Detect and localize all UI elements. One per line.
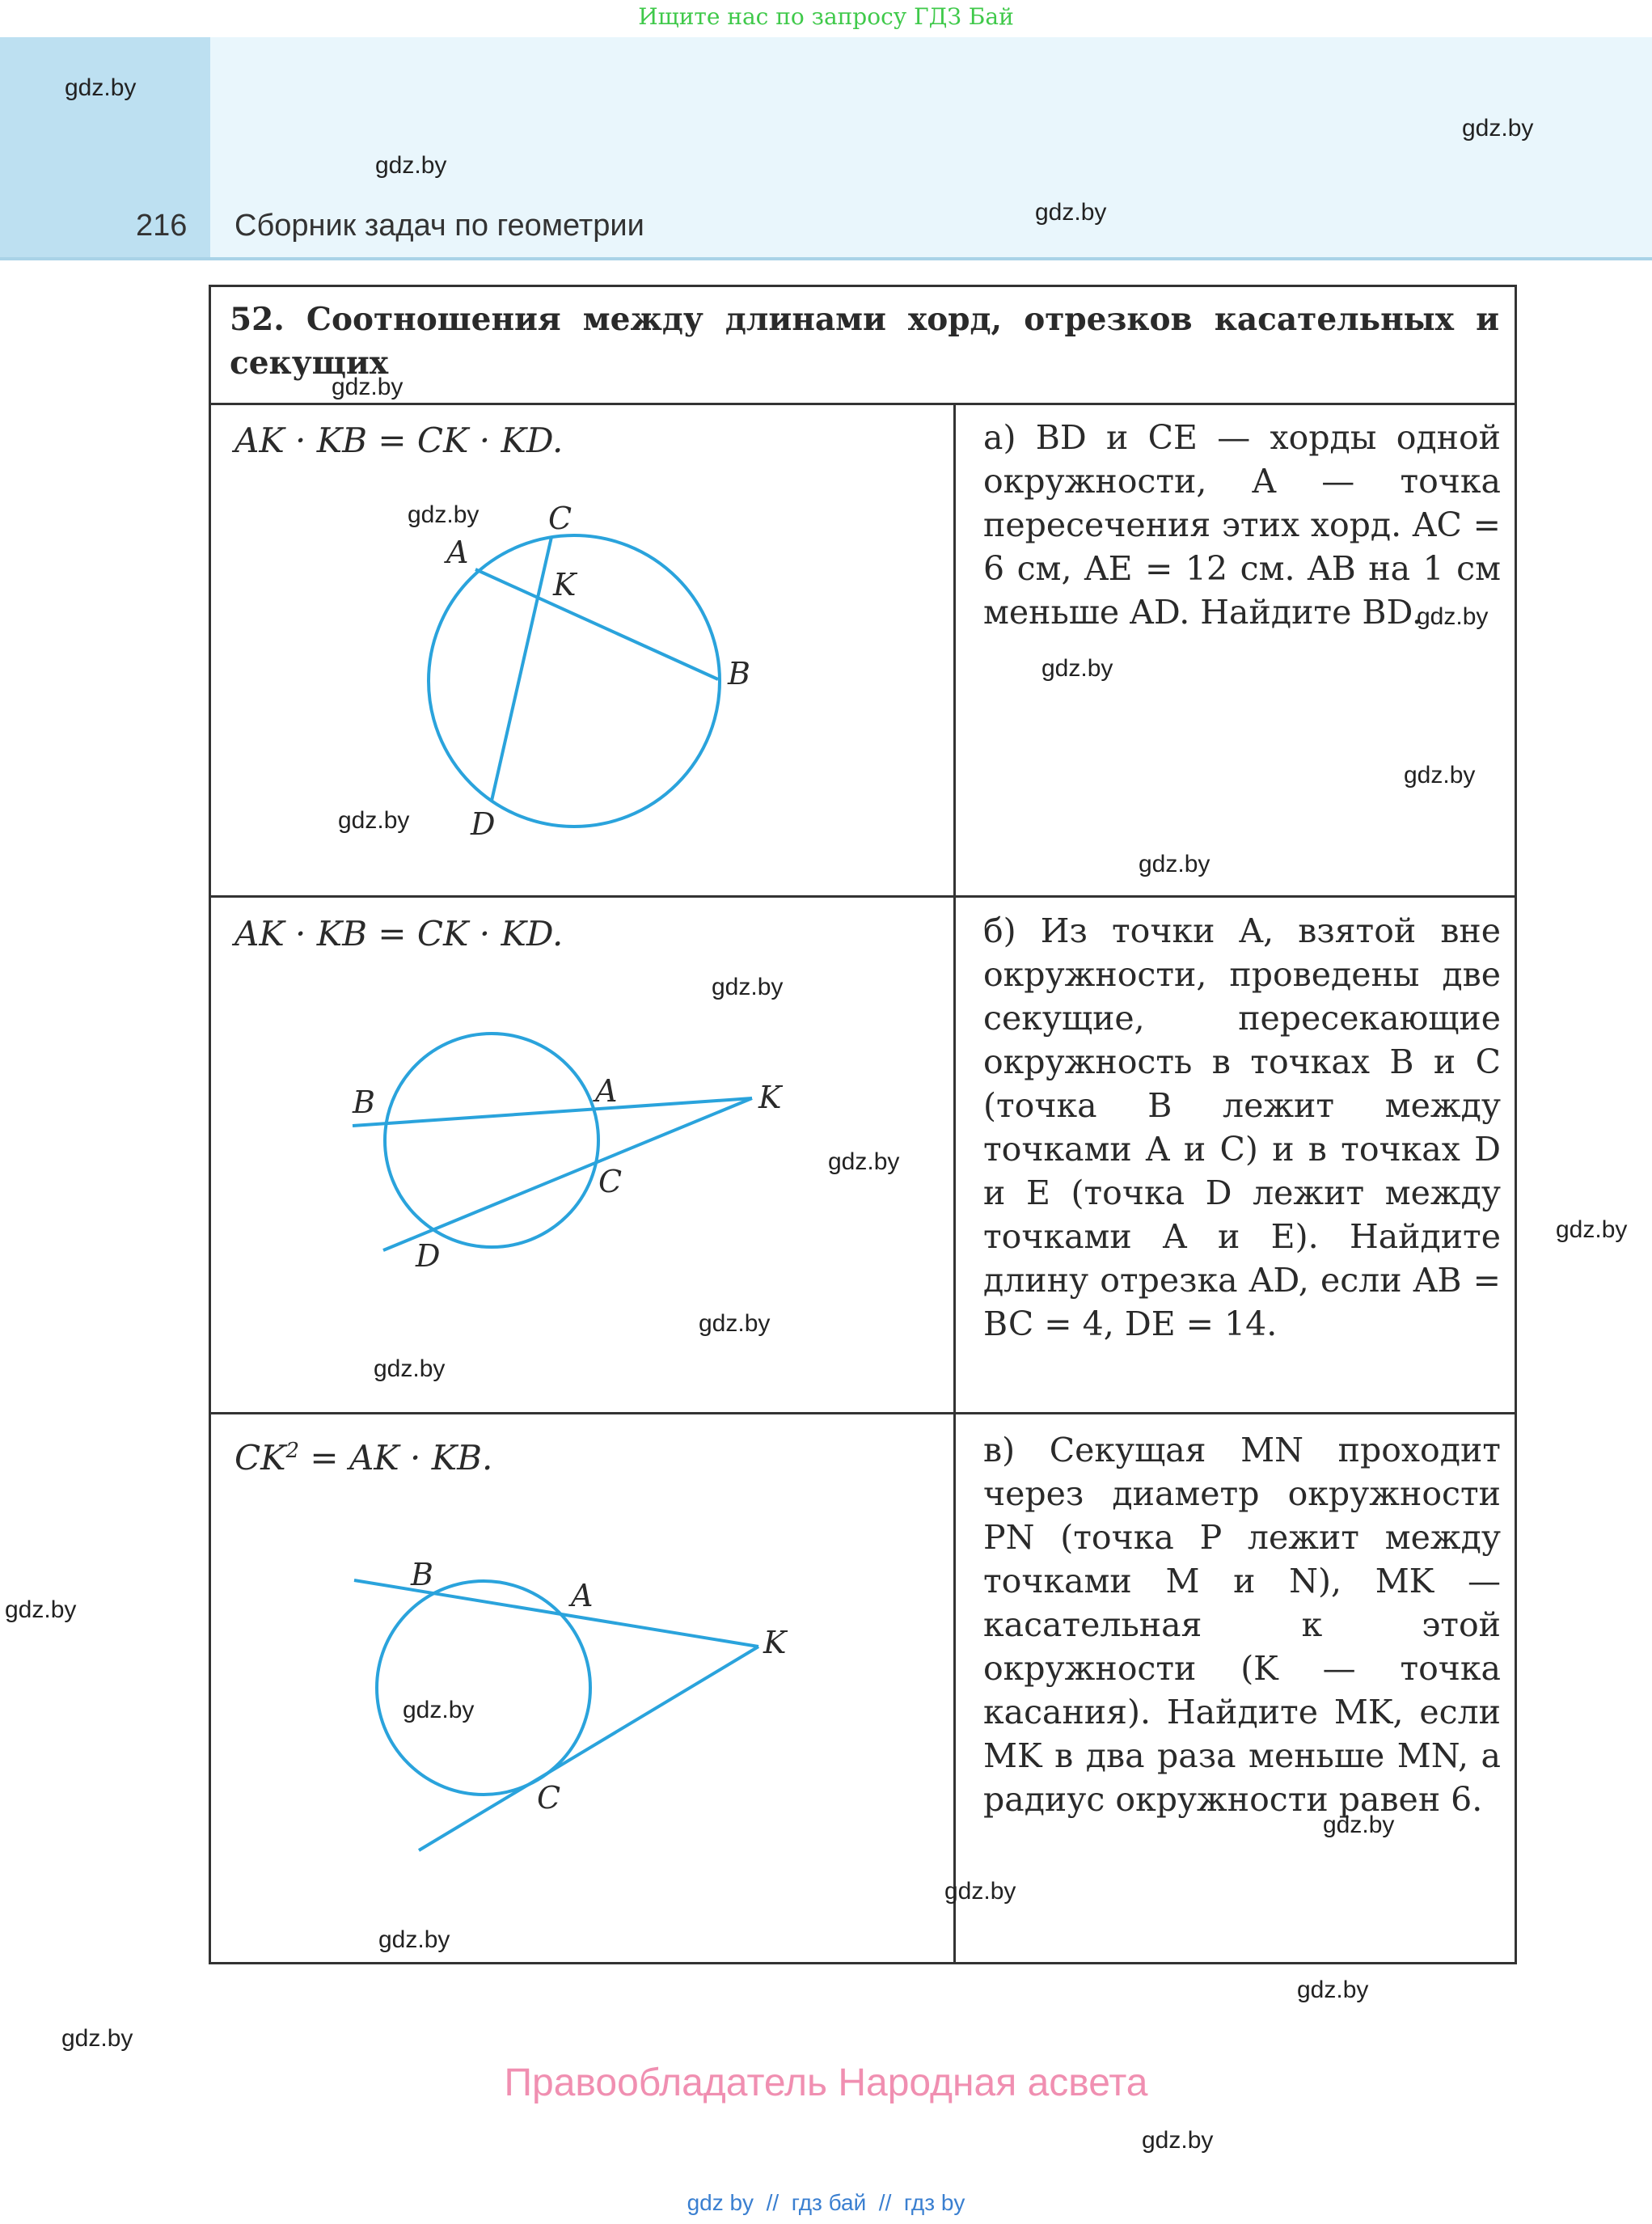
row-3-formula-exponent: 2	[285, 1439, 300, 1463]
row-3-formula-rest: = AK · KB.	[299, 1438, 493, 1478]
row-2-task: б) Из точки A, взятой вне окружности, проведены две секущие, пересекающие окружность в точках B и C (точка B лежит между точками A и C) и в точках D и E (точка D лежит между точками A и E). Найдите длину отрезка AD, если AB = BC = 4, DE = 14.	[983, 911, 1501, 1343]
watermark: gdz.by	[65, 74, 137, 101]
section-title: 52. Соотношения между длинами хорд, отрезков касательных и секущих	[230, 301, 1499, 382]
watermark: gdz.by	[374, 1355, 446, 1382]
watermark: gdz.by	[712, 974, 784, 1000]
watermark: gdz.by	[338, 807, 410, 834]
watermark: gdz.by	[1417, 603, 1489, 630]
watermark: gdz.by	[1139, 851, 1210, 877]
watermark: gdz.by	[944, 1878, 1016, 1905]
row-3-formula-base: CK	[234, 1438, 286, 1478]
row-1-label-d: D	[471, 806, 496, 842]
watermark: gdz.by	[332, 374, 403, 400]
watermark: gdz.by	[1556, 1216, 1628, 1243]
row-3-label-b: B	[411, 1557, 433, 1592]
row-1-task: а) BD и CE — хорды одной окружности, A — точка пересечения этих хорд. AC = 6 см, AE = 12 см. AB на 1 см меньше AD. Найдите BD.	[983, 418, 1501, 632]
bottom-search-links[interactable]: gdz by // гдз бай // гдз by	[687, 2190, 965, 2215]
copyright-notice: Правообладатель Народная асвета	[504, 2061, 1148, 2104]
book-title: Сборник задач по геометрии	[234, 209, 644, 243]
watermark: gdz.by	[375, 152, 447, 179]
row-2-label-k: K	[758, 1080, 782, 1115]
watermark: gdz.by	[378, 1926, 450, 1953]
row-2-label-a: A	[595, 1073, 618, 1109]
watermark: gdz.by	[1297, 1977, 1369, 2003]
row-1-label-a: A	[446, 535, 469, 570]
watermark: gdz.by	[699, 1310, 771, 1337]
watermark: gdz.by	[1462, 115, 1534, 142]
row-1-label-b: B	[728, 656, 750, 691]
watermark: gdz.by	[1404, 762, 1476, 789]
row-2-label-c: C	[598, 1164, 623, 1199]
watermark: gdz.by	[5, 1596, 77, 1623]
watermark: gdz.by	[1041, 655, 1113, 682]
watermark: gdz.by	[61, 2025, 133, 2052]
row-1-formula: AK · KB = CK · KD.	[234, 421, 564, 460]
row-3-task: в) Секущая MN проходит через диаметр окружности PN (точка P лежит между точками M и N), MK — касательная к этой окружности (K — точка касания). Найдите MK, если MK в два раза меньше MN, а радиус окружности равен 6.	[983, 1431, 1501, 1819]
watermark: gdz.by	[403, 1697, 475, 1723]
watermark: gdz.by	[1323, 1812, 1395, 1838]
row-2-formula: AK · KB = CK · KD.	[234, 914, 564, 953]
row-3-label-c: C	[537, 1780, 561, 1816]
row-2-label-b: B	[353, 1085, 375, 1120]
row-3-label-k: K	[763, 1625, 787, 1660]
top-search-link[interactable]: Ищите нас по запросу ГДЗ Бай	[638, 3, 1014, 30]
row-2-label-d: D	[416, 1238, 441, 1274]
watermark: gdz.by	[408, 501, 480, 528]
watermark: gdz.by	[828, 1148, 900, 1175]
row-1-label-k: K	[553, 567, 577, 603]
page-number: 216	[136, 209, 188, 243]
watermark: gdz.by	[1035, 199, 1107, 226]
watermark: gdz.by	[1142, 2127, 1214, 2154]
row-3-label-a: A	[571, 1578, 594, 1613]
row-1-label-c: C	[548, 501, 572, 536]
